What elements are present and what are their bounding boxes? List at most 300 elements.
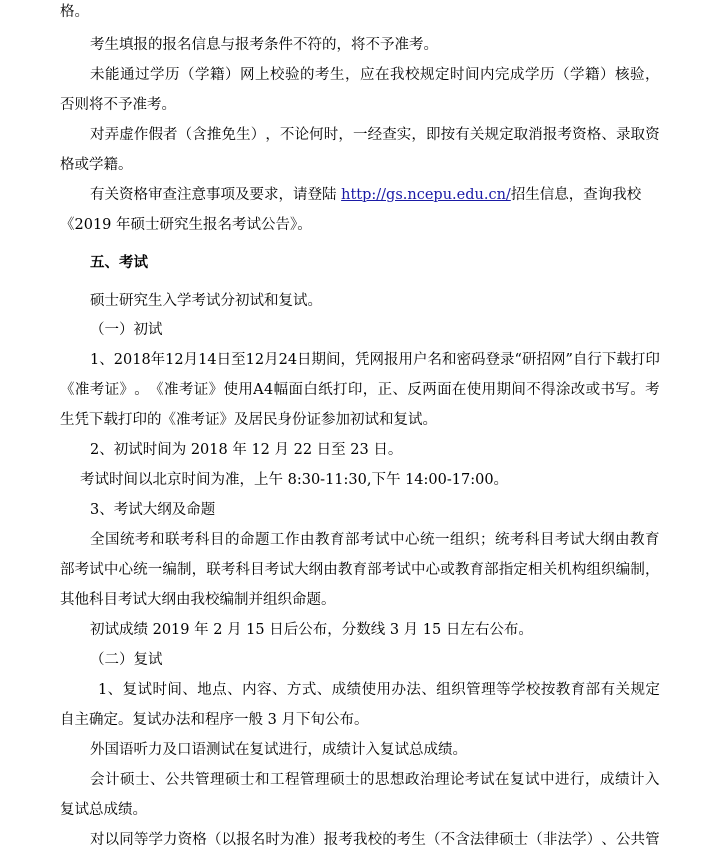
text-char: 思 (375, 772, 390, 788)
text-char: 假 (148, 127, 163, 143)
text-char: 凭 (355, 352, 370, 368)
text-char: 考 (465, 772, 480, 788)
text-char: 的 (225, 532, 240, 548)
text-char: 学 (570, 67, 585, 83)
text-char: 等 (133, 832, 149, 848)
text-char: 准 (294, 832, 310, 848)
text-char: 行 (570, 772, 585, 788)
text-char: 的 (382, 832, 397, 848)
text-char: 织 (601, 562, 616, 578)
text-char: 式 (301, 682, 317, 698)
text-char: 1 (98, 682, 108, 698)
text-char: 部 (484, 562, 499, 578)
text-char: 共 (630, 832, 646, 848)
text-char: 理 (435, 772, 450, 788)
text-char: 育 (469, 562, 484, 578)
text-char: 8 (141, 352, 151, 368)
text-char: 政 (405, 772, 420, 788)
text-char: 录 (615, 127, 631, 143)
text-line: 考生填报的报名信息与报考条件不符的，将不予准考。 (90, 37, 438, 53)
text-char: ； (480, 532, 495, 548)
text-char: 机 (557, 562, 572, 578)
text-char: 统 (133, 562, 148, 578)
text-char: 心 (425, 562, 441, 578)
text-char: 4 (264, 382, 274, 398)
text-char: 科 (195, 532, 210, 548)
text-char: 纲 (600, 532, 615, 548)
text-char: 网 (369, 352, 385, 368)
text-char: 不 (526, 382, 541, 398)
text-char: 自 (572, 352, 588, 368)
text-char: 1 (165, 352, 175, 368)
text-char: 绩 (615, 772, 630, 788)
text-char: 力 (163, 832, 178, 848)
text-char: 籍 (210, 67, 225, 83)
text-char: 下 (601, 352, 617, 368)
text-char: 法 (406, 682, 421, 698)
text-char: 、 (227, 682, 242, 698)
text-char: 考 (557, 127, 572, 143)
text-char: 证 (193, 382, 209, 398)
text-line: 考试时间以北京时间为准，上午 8:30-11:30,下午 14:00-17:00。 (80, 472, 509, 488)
text-char: 。 (630, 382, 645, 398)
text-char: 不 (440, 832, 456, 848)
text-char: 考 (74, 562, 90, 578)
text-char: 何 (309, 127, 324, 143)
text-char: 部 (60, 562, 75, 578)
text-char: 使 (223, 382, 238, 398)
text-char: 。 (134, 382, 149, 398)
text-char: 1 (198, 352, 208, 368)
text-line (60, 380, 660, 402)
text-char: 生 (411, 832, 426, 848)
text-char: 资 (177, 832, 193, 848)
text-char: 、 (271, 682, 287, 698)
text-char: 定 (645, 682, 660, 698)
text-char: 准 (164, 382, 179, 398)
text-char: 公 (165, 772, 180, 788)
text-char: 按 (540, 682, 556, 698)
text-char: 我 (352, 832, 368, 848)
text-char: 织 (465, 532, 480, 548)
text-char: 考 (135, 532, 150, 548)
text-char: 作 (285, 532, 300, 548)
text-char: 间 (326, 352, 341, 368)
text-char: 以 (104, 832, 120, 848)
text-char: 组 (436, 682, 451, 698)
text-char: 对 (90, 832, 105, 848)
text-line (90, 125, 660, 147)
text-char: 相 (528, 562, 543, 578)
text-char: 籍 (585, 67, 600, 83)
text-char: 的 (360, 772, 375, 788)
text-line: 外国语听力及口语测试在复试进行，成绩计入复试总成绩。 (90, 742, 467, 758)
text-char: 由 (323, 562, 338, 578)
text-char: 内 (242, 682, 257, 698)
text-char: 等 (496, 682, 511, 698)
text-char: 复 (510, 772, 525, 788)
text-char: 硕 (120, 772, 135, 788)
text-line (98, 680, 660, 702)
text-char: 律 (484, 832, 499, 848)
text-char: 工 (270, 772, 285, 788)
text-line (90, 770, 660, 792)
text-char: 改 (570, 382, 586, 398)
text-char: 绩 (346, 682, 362, 698)
text-char: 制 (177, 562, 192, 578)
text-char: 户 (413, 352, 428, 368)
text-char: 报 (323, 832, 339, 848)
text-char: 纸 (318, 382, 333, 398)
text-char: 报 (236, 832, 251, 848)
text-char: ， (345, 67, 360, 83)
text-char: 校 (405, 67, 420, 83)
text-char: ， (585, 772, 600, 788)
text-char: 容 (257, 682, 272, 698)
text-char: 网 (240, 67, 255, 83)
text-char: 在 (495, 772, 510, 788)
text-char: 用 (238, 382, 253, 398)
text-char: 完 (495, 67, 510, 83)
text-char: 我 (390, 67, 405, 83)
text-char: 招 (536, 352, 551, 368)
text-char: ， (340, 352, 356, 368)
text-char: 育 (352, 562, 367, 578)
text-char: 和 (442, 352, 457, 368)
text-char: 4 (287, 352, 298, 368)
text-char: 码 (471, 352, 486, 368)
text-char: 日 (297, 352, 312, 368)
text-char: ） (250, 127, 266, 143)
text-char: 法 (557, 832, 572, 848)
text-char: 关 (469, 127, 485, 143)
text-char: 由 (300, 532, 315, 548)
text-char: 得 (541, 382, 556, 398)
text-char: 联 (165, 532, 180, 548)
text-char: 含 (192, 127, 207, 143)
text-char: 使 (466, 382, 482, 398)
text-char: 对 (90, 127, 105, 143)
text-line: 否则将不予准考。 (60, 97, 176, 113)
text-char: 织 (451, 682, 466, 698)
text-line: 硕士研究生入学考试分初试和复试。 (90, 293, 322, 309)
text-char: 成 (600, 772, 615, 788)
text-char: 用 (398, 352, 414, 368)
text-char: 目 (540, 532, 555, 548)
text-char: 指 (498, 562, 514, 578)
text-char: 程 (285, 772, 300, 788)
text-char: 育 (330, 532, 345, 548)
text-char: 用 (481, 382, 497, 398)
text-char: 学 (195, 67, 210, 83)
text-char: 部 (367, 562, 382, 578)
text-char: 按 (440, 127, 456, 143)
text-char: 目 (210, 532, 225, 548)
text-char: 一 (435, 532, 450, 548)
text-char: 关 (615, 682, 631, 698)
text-char: 消 (528, 127, 543, 143)
text-char: 、 (182, 682, 197, 698)
text-char: 制 (630, 562, 645, 578)
text-char: 部 (345, 532, 360, 548)
text-char: 、 (150, 772, 165, 788)
text-char: 报 (384, 352, 399, 368)
text-char: 入 (645, 772, 660, 788)
text-char: 能 (105, 67, 120, 83)
text-char: 考 (178, 382, 194, 398)
text-char: 士 (240, 772, 255, 788)
text-char: 成 (331, 682, 347, 698)
text-char: 点 (212, 682, 227, 698)
text-char: 复 (122, 682, 138, 698)
text-char: 统 (420, 532, 435, 548)
text-char: 有 (455, 127, 470, 143)
text-char: 或 (585, 382, 601, 398)
text-char: 考 (220, 562, 236, 578)
text-char: ， (338, 127, 353, 143)
text-char: 统 (495, 532, 510, 548)
text-char: 、 (99, 352, 114, 368)
text-char: 治 (420, 772, 435, 788)
text-char: 试 (525, 772, 540, 788)
text-char: 硕 (499, 832, 514, 848)
text-char: 定 (499, 127, 514, 143)
text-char: 心 (118, 562, 133, 578)
text-span: 招生信息，查询我校 (510, 187, 642, 203)
text-char: 地 (197, 682, 212, 698)
text-char: ， (645, 67, 660, 83)
text-char: 共 (180, 772, 195, 788)
text-char: 有 (600, 682, 616, 698)
text-char: 定 (513, 562, 528, 578)
text-char: 写 (615, 382, 630, 398)
text-char: 士 (513, 832, 529, 848)
text-line: 2、初试时间为 2018 年 12 月 22 日至 23 日。 (90, 442, 403, 458)
text-char: 即 (426, 127, 441, 143)
text-char: 全 (90, 532, 105, 548)
text-char: 公 (615, 832, 631, 848)
text-char: 过 (135, 67, 150, 83)
text-char: （ (206, 832, 222, 848)
text-char: 2 (174, 352, 184, 368)
text-char: 学 (510, 682, 526, 698)
text-char: 取 (513, 127, 529, 143)
text-char: 法 (469, 832, 485, 848)
text-char: 考 (510, 532, 525, 548)
text-char: 不 (279, 127, 295, 143)
text-char: 纲 (308, 562, 324, 578)
text-char: 和 (255, 772, 270, 788)
text-char: 为 (279, 832, 295, 848)
text-char: 规 (420, 67, 435, 83)
text-char: 在 (451, 382, 467, 398)
text-char: 考 (338, 832, 353, 848)
text-char: 0 (122, 352, 133, 368)
text-char: 生 (330, 67, 345, 83)
text-char: 4 (207, 352, 217, 368)
text-char: 登 (485, 352, 501, 368)
text-char: 幅 (273, 382, 289, 398)
text-char: 育 (645, 532, 660, 548)
text-line: 《2019 年硕士研究生报名考试公告》。 (60, 217, 312, 233)
text-char: ， (362, 382, 378, 398)
text-char: ， (265, 127, 280, 143)
text-char: 目 (250, 562, 265, 578)
text-char: 组 (450, 532, 465, 548)
text-char: 网 (550, 352, 566, 368)
text-char: 考 (89, 382, 105, 398)
text-char: 育 (570, 682, 586, 698)
text-char: 日 (216, 352, 232, 368)
text-char: 心 (405, 532, 420, 548)
text-char: ， (645, 562, 660, 578)
text-char: 期 (496, 382, 511, 398)
text-char: 学 (150, 67, 165, 83)
text-char: 2 (113, 352, 123, 368)
text-char: 会 (90, 772, 105, 788)
text-char: 统 (120, 532, 135, 548)
text-char: ） (586, 832, 602, 848)
text-char: （ (555, 67, 570, 83)
text-char: 经 (367, 127, 383, 143)
text-char: 校 (525, 682, 541, 698)
text-char: 管 (645, 832, 660, 848)
text-char: 上 (255, 67, 270, 83)
text-char: 考 (396, 832, 412, 848)
text-char: 计 (630, 772, 645, 788)
text-char: 书 (600, 382, 616, 398)
text-char: 内 (480, 67, 495, 83)
text-char: 命 (240, 532, 255, 548)
text-line: 复试总成绩。 (60, 802, 147, 818)
subsection-heading: （二）复试 (90, 652, 163, 668)
text-char: 考 (315, 67, 330, 83)
text-char: 管 (195, 772, 210, 788)
text-char: 管 (300, 772, 315, 788)
text-char: ” (565, 352, 573, 368)
text-char: 部 (585, 682, 601, 698)
text-char: 硕 (225, 772, 240, 788)
text-char: 面 (288, 382, 303, 398)
text-char: 一 (147, 562, 163, 578)
text-char: 或 (440, 562, 455, 578)
text-char: 一 (352, 127, 368, 143)
text-char: 论 (294, 127, 310, 143)
text-line: 其他科目考试大纲由我校编制并组织命题。 (60, 592, 336, 608)
text-char: 国 (105, 532, 120, 548)
text-char: ） (309, 832, 324, 848)
text-line: 格。 (60, 4, 89, 20)
text-char: 在 (375, 67, 390, 83)
text-char: 用 (376, 682, 392, 698)
text-char: 成 (510, 67, 525, 83)
text-line: 自主确定。复试办法和程序一般 3 月下旬公布。 (60, 712, 369, 728)
text-char: 教 (337, 562, 353, 578)
text-char: 编 (615, 562, 631, 578)
text-char: 至 (231, 352, 246, 368)
text-char: 试 (480, 772, 495, 788)
text-char: 校 (270, 67, 285, 83)
text-char: 规 (484, 127, 499, 143)
text-char: “ (514, 352, 522, 368)
text-char: 间 (167, 682, 182, 698)
text-line: 格或学籍。 (60, 157, 133, 173)
text-char: 期 (311, 352, 327, 368)
text-char: 定 (435, 67, 450, 83)
text-line (90, 830, 660, 852)
text-char: 印 (645, 352, 660, 368)
text-char: 计 (105, 772, 120, 788)
text-char: 年 (150, 352, 166, 368)
text-char: 《 (60, 382, 75, 398)
text-char: ） (225, 67, 240, 83)
text-char: 题 (255, 532, 270, 548)
text-char: 作 (133, 127, 149, 143)
text-char: 时 (450, 67, 465, 83)
text-line (90, 185, 660, 207)
text-char: 、 (601, 127, 616, 143)
text-char: 含 (455, 832, 470, 848)
text-char: 虚 (119, 127, 134, 143)
text-char: 编 (162, 562, 177, 578)
text-char: 月 (183, 352, 199, 368)
text-span: 有关资格审查注意事项及要求，请登陆 (90, 187, 342, 203)
text-char: 生 (236, 127, 251, 143)
text-char: 由 (615, 532, 630, 548)
text-char: 反 (407, 382, 422, 398)
section-heading: 五、考试 (90, 255, 148, 271)
text-char: 组 (586, 562, 601, 578)
text-char: 名 (250, 832, 266, 848)
text-char: 中 (411, 562, 426, 578)
text-char: 资 (645, 127, 660, 143)
text-line (60, 560, 660, 582)
text-char: 涂 (555, 382, 571, 398)
text-char: 联 (206, 562, 221, 578)
subsection-heading: （一）初试 (90, 322, 163, 338)
text-char: 考 (555, 532, 570, 548)
text-char: ， (411, 127, 426, 143)
text-char: 学 (148, 832, 163, 848)
text-char: 推 (206, 127, 222, 143)
text-char: 士 (345, 772, 360, 788)
text-char: （ (528, 832, 543, 848)
text-char: （ (180, 67, 195, 83)
text-char: 考 (645, 382, 660, 398)
text-char: 试 (375, 532, 390, 548)
text-char: 间 (511, 382, 526, 398)
text-char: 1 (132, 352, 142, 368)
text-char: 、 (316, 682, 332, 698)
text-char: 理 (210, 772, 225, 788)
text-char: 、 (107, 682, 123, 698)
text-char: 1 (90, 352, 100, 368)
text-char: 载 (616, 352, 631, 368)
text-char: 中 (103, 562, 119, 578)
text-char: 非 (542, 832, 558, 848)
text-line (90, 65, 660, 87)
admissions-link[interactable]: http://gs.ncepu.edu.cn/ (341, 187, 511, 203)
text-char: 理 (315, 772, 330, 788)
text-char: 免 (221, 127, 236, 143)
text-char: 》 (208, 382, 224, 398)
text-char: 考 (264, 562, 280, 578)
text-char: 科 (525, 532, 540, 548)
text-char: 1 (245, 352, 255, 368)
text-char: 理 (481, 682, 496, 698)
text-char: 白 (303, 382, 318, 398)
text-char: 》 (119, 382, 134, 398)
